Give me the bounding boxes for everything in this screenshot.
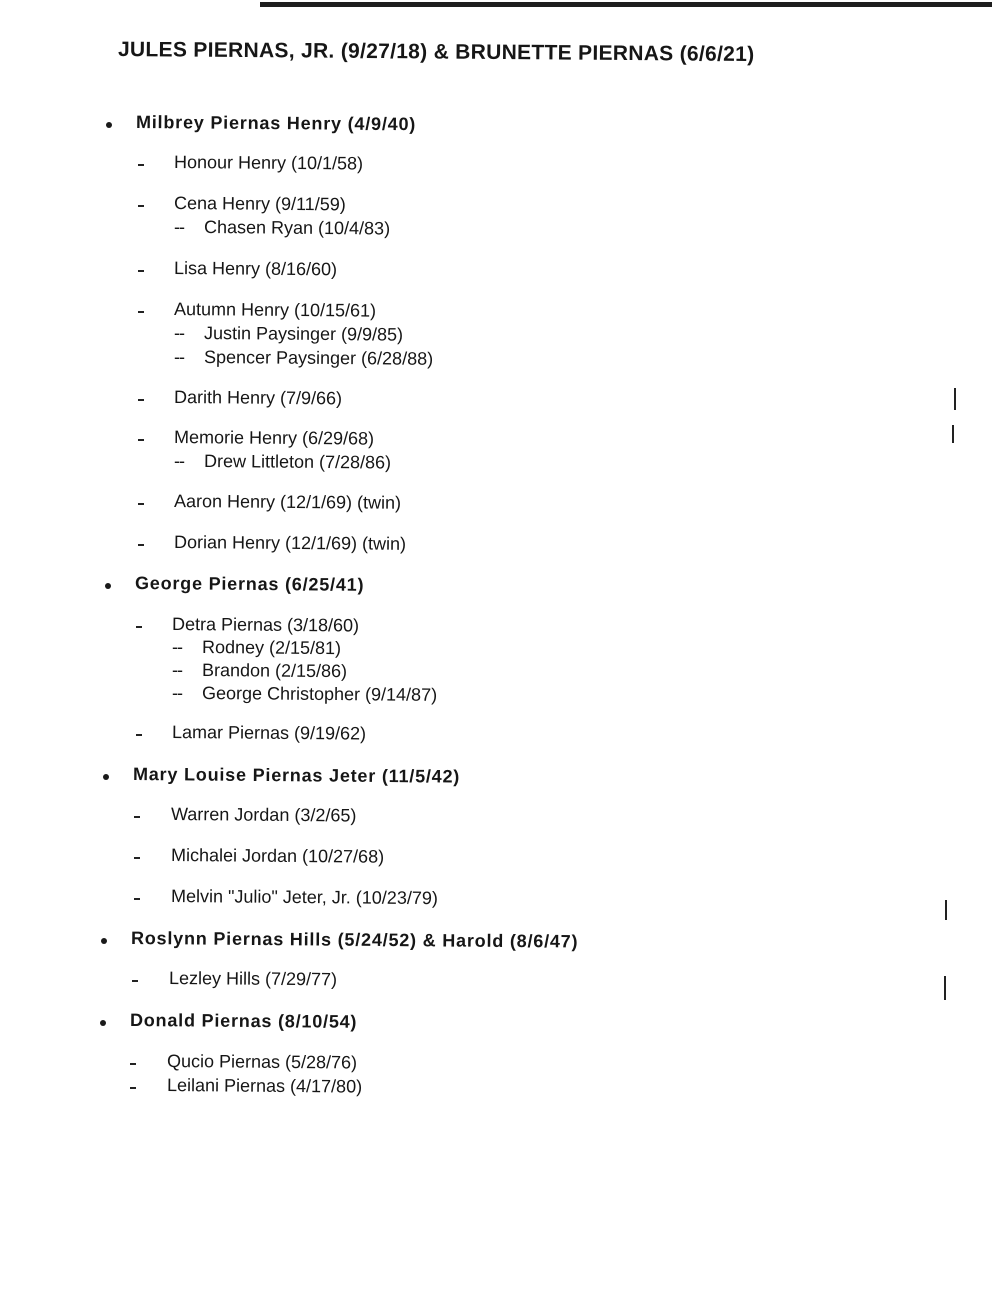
bullet-point [103,774,109,780]
child-entry: Lezley Hills (7/29/77) [168,968,338,990]
scan-mark [952,425,954,443]
grandchild-entry: Chasen Ryan (10/4/83) [203,217,391,239]
grandchild-entry: Brandon (2/15/86) [201,660,348,682]
grandchild-dash: -- [172,637,182,657]
child-dash [134,857,140,859]
bullet-point [101,938,107,944]
child-entry: Cena Henry (9/11/59) [173,193,346,215]
grandchild-entry: Drew Littleton (7/28/86) [203,451,392,473]
family-parent-name: Roslynn Piernas Hills (5/24/52) & Harold (8/6/47) [130,928,579,952]
child-entry: Lamar Piernas (9/19/62) [171,722,367,744]
child-entry: Detra Piernas (3/18/60) [171,614,360,636]
child-entry: Lisa Henry (8/16/60) [173,258,338,280]
child-entry: Autumn Henry (10/15/61) [173,299,377,321]
child-dash [138,270,144,272]
child-dash [138,503,144,505]
child-dash [132,980,138,982]
grandchild-entry: Rodney (2/15/81) [201,637,342,659]
family-parent-name: George Piernas (6/25/41) [134,573,365,595]
page-title: JULES PIERNAS, JR. (9/27/18) & BRUNETTE PIERNAS (6/6/21) [117,38,755,66]
grandchild-entry: Justin Paysinger (9/9/85) [203,323,404,345]
child-dash [130,1063,136,1065]
child-entry: Warren Jordan (3/2/65) [170,804,357,826]
grandchild-dash: -- [172,683,182,703]
grandchild-entry: Spencer Paysinger (6/28/88) [203,347,434,369]
child-entry: Leilani Piernas (4/17/80) [166,1075,363,1097]
family-parent-name: Milbrey Piernas Henry (4/9/40) [135,112,417,135]
child-entry: Memorie Henry (6/29/68) [173,427,375,449]
bullet-point [106,122,112,128]
scan-mark [954,388,956,410]
child-dash [138,311,144,313]
child-dash [138,439,144,441]
child-dash [138,544,144,546]
child-entry: Dorian Henry (12/1/69) (twin) [173,532,407,554]
child-dash [134,898,140,900]
child-entry: Melvin "Julio" Jeter, Jr. (10/23/79) [170,886,438,909]
child-entry: Darith Henry (7/9/66) [173,387,343,409]
scan-mark [945,900,947,920]
bullet-point [105,583,111,589]
child-entry: Qucio Piernas (5/28/76) [166,1051,358,1073]
family-parent-name: Donald Piernas (8/10/54) [129,1010,358,1032]
child-dash [130,1087,136,1089]
grandchild-entry: George Christopher (9/14/87) [201,683,438,705]
child-dash [138,205,144,207]
scan-mark [944,976,946,1000]
grandchild-dash: -- [174,217,184,237]
grandchild-dash: -- [174,347,184,367]
child-dash [138,399,144,401]
child-entry: Aaron Henry (12/1/69) (twin) [173,491,402,513]
child-dash [136,734,142,736]
top-edge-rule [260,2,992,7]
grandchild-dash: -- [172,660,182,680]
child-entry: Michalei Jordan (10/27/68) [170,845,385,867]
bullet-point [100,1020,106,1026]
grandchild-dash: -- [174,323,184,343]
family-parent-name: Mary Louise Piernas Jeter (11/5/42) [132,764,461,787]
child-entry: Honour Henry (10/1/58) [173,152,364,174]
grandchild-dash: -- [174,451,184,471]
child-dash [136,626,142,628]
child-dash [138,164,144,166]
child-dash [134,816,140,818]
